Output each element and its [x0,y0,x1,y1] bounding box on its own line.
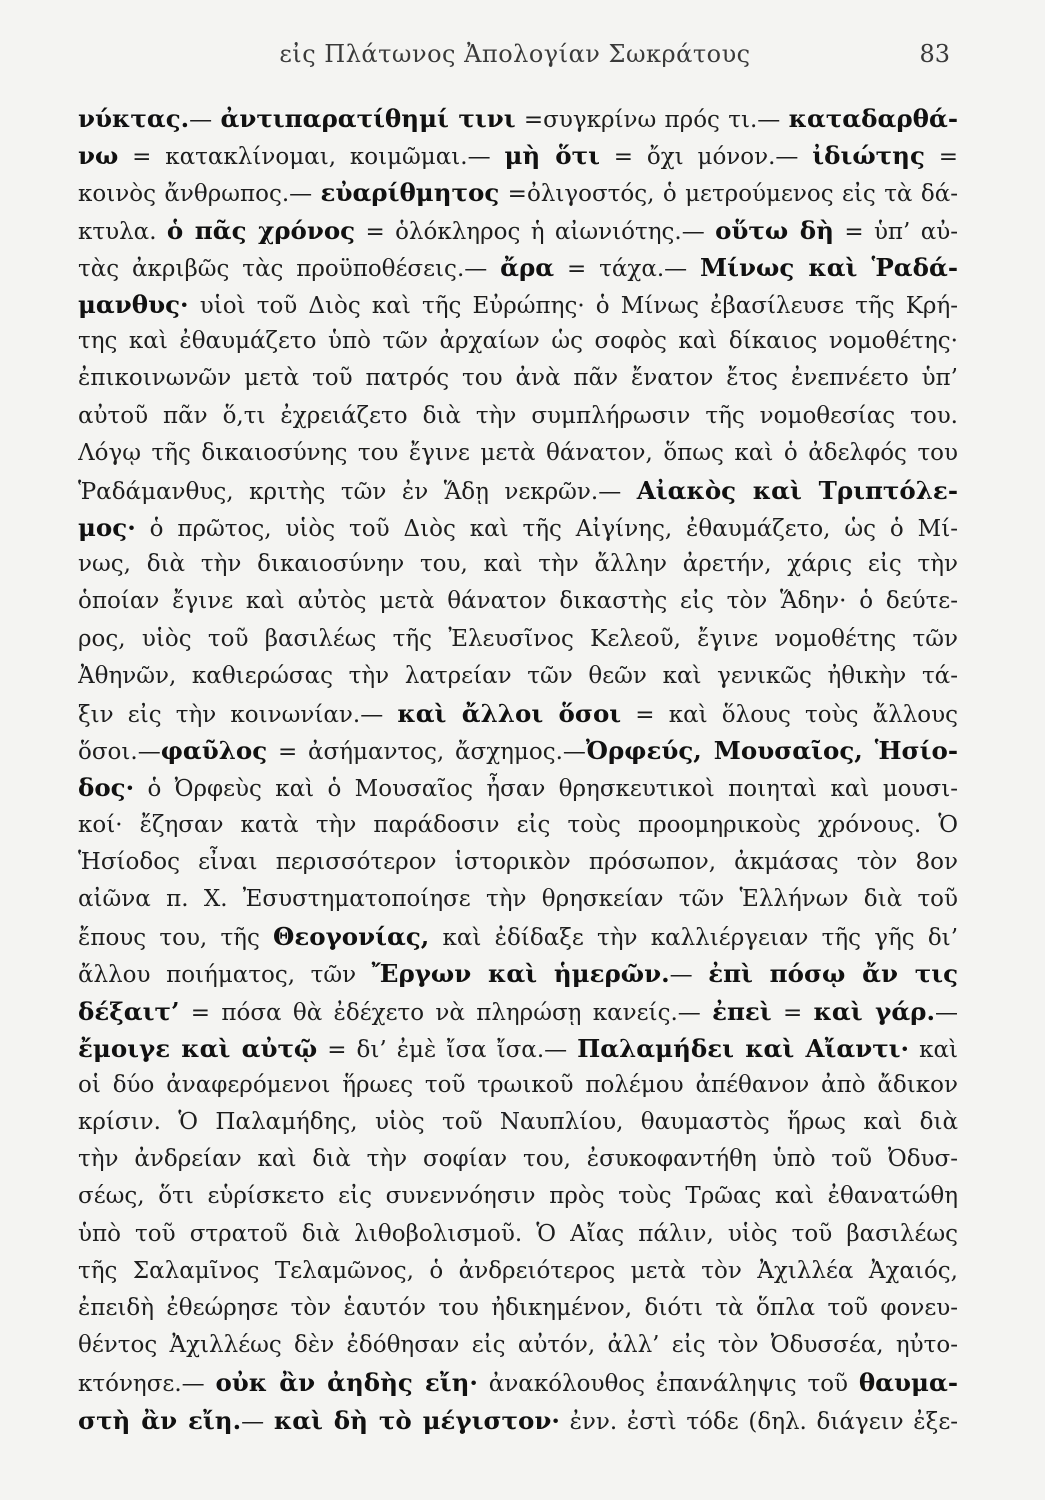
lemma-bold: μὴ ὅτι [504,141,600,171]
lemma-bold: οὕτω δὴ [715,215,834,245]
lemma-bold: νω [78,141,119,171]
gloss-text: ἐνν. ἐστὶ τόδε (δηλ. διάγειν ἐξε- [559,1408,958,1435]
gloss-text: Ἀθηνῶν, καθιερώσας τὴν λατρείαν τῶν θεῶν καὶ γενικῶς ἠθικὴν τά- [78,662,958,689]
lemma-bold: νύκτας. [78,104,190,133]
text-line [78,769,958,806]
gloss-text: — [935,999,958,1026]
text-line [78,323,958,360]
gloss-text: κοί· ἔζησαν κατὰ τὴν παράδοσιν εἰς τοὺς προομηρικοὺς χρόνους. Ὁ [78,811,958,838]
lemma-bold: ἄρα [500,252,555,282]
gloss-text: ἔπους του, τῆς [78,925,274,952]
lemma-bold: ἐπὶ πόσῳ ἄν τις [708,959,958,989]
gloss-text: της καὶ ἐθαυμάζετο ὑπὸ τῶν ἀρχαίων ὡς σοφὸς καὶ δίκαιος νομοθέτης· [78,328,958,355]
gloss-text: = ὁλόκληρος ἡ αἰωνιότης.— [355,218,716,245]
gloss-text: ἀνακόλουθος ἐπανάληψις τοῦ [477,1371,859,1398]
gloss-text: ἐπειδὴ ἐθεώρησε τὸν ἑαυτόν του ἠδικημένον, διότι τὰ ὅπλα τοῦ φονευ- [78,1295,958,1321]
lemma-bold: ἔμοιγε καὶ αὐτῷ [78,1033,318,1063]
gloss-text: τὰς ἀκριβῶς τὰς προϋποθέσεις.— [78,255,501,282]
gloss-text: ὁ Ὀρφεὺς καὶ ὁ Μουσαῖος ἦσαν θρησκευτικοὶ ποιηταὶ καὶ μουσι- [134,776,958,803]
text-line [78,1216,958,1253]
gloss-text: κτόνησε.— [78,1371,216,1398]
gloss-text: = κατακλίνομαι, κοιμῶμαι.— [118,144,505,171]
lemma-bold: μανθυς· [78,289,189,319]
gloss-text: κρίσιν. Ὁ Παλαμήδης, υἱὸς τοῦ Ναυπλίου, θαυμαστὸς ἥρως καὶ διὰ [78,1109,958,1136]
text-line [78,137,958,174]
text-line [78,918,958,955]
text-line [78,695,958,732]
gloss-text: =ὀλιγοστός, ὁ μετρούμενος εἰς τὰ δά- [499,181,958,208]
lemma-bold: Μίνως καὶ Ῥαδά- [700,252,958,282]
lemma-bold: Παλαμήδει καὶ Αἴαντι· [577,1033,910,1063]
gloss-text: τὴν ἀνδρείαν καὶ διὰ τὴν σοφίαν του, ἐσυκοφαντήθη ὑπὸ τοῦ Ὀδυσ- [78,1146,958,1173]
gloss-text: οἱ δύο ἀναφερόμενοι ἥρωες τοῦ τρωικοῦ πολέμου ἀπέθανον ἀπὸ ἄδικον [78,1071,958,1098]
text-line [78,881,958,918]
text-line [78,1178,958,1215]
text-line [78,1364,958,1401]
gloss-text: σέως, ὅτι εὑρίσκετο εἰς συνεννόησιν πρὸς τοὺς Τρῶας καὶ ἐθανατώθη [78,1183,958,1210]
text-line [78,1253,958,1290]
gloss-text: ξιν εἰς τὴν κοινωνίαν.— [78,702,398,728]
lemma-bold: δέξαιτ’ [78,996,180,1026]
gloss-text: = τάχα.— [554,255,701,282]
text-line [78,807,958,844]
text-line [78,1104,958,1141]
text-line [78,546,958,583]
lemma-bold: εὐαρίθμητος [320,178,500,208]
gloss-text: νως, διὰ τὴν δικαιοσύνην του, καὶ τὴν ἄλλην ἀρετήν, χάρις εἰς τὴν [78,551,958,578]
lemma-bold: οὐκ ἂν ἀηδὴς εἴη· [215,1368,478,1398]
text-line [78,993,958,1030]
text-line [78,621,958,658]
gloss-text: — [669,962,709,989]
gloss-text: θέντος Ἀχιλλέως δὲν ἐδόθησαν εἰς αὐτόν, ἀλλ’ εἰς τὸν Ὀδυσσέα, ηὐτο- [78,1332,958,1359]
gloss-text: =συγκρίνω πρός τι.— [515,107,789,133]
gloss-text: — [189,107,221,133]
gloss-text: Ἡσίοδος εἶναι περισσότερον ἱστορικὸν πρόσωπον, ἀκμάσας τὸν 8ον [78,848,958,875]
text-line [78,732,958,769]
gloss-text: = ὑπ’ αὐ- [833,218,958,245]
text-line [78,1327,958,1364]
lemma-bold: μος· [78,513,136,543]
lemma-bold: ἰδιώτης [812,141,925,171]
lemma-bold: Ἔργων καὶ ἡμερῶν. [371,959,670,989]
lemma-bold: δος· [78,773,135,803]
text-line [78,1141,958,1178]
gloss-text: = καὶ ὅλους τοὺς ἄλλους [621,702,958,728]
text-line [78,658,958,695]
gloss-text: αὐτοῦ πᾶν ὅ,τι ἐχρειάζετο διὰ τὴν συμπλήρωσιν τῆς νομοθεσίας του. [78,402,958,429]
text-line [78,472,958,509]
text-line [78,398,958,435]
gloss-text: τῆς Σαλαμῖνος Τελαμῶνος, ὁ ἀνδρειότερος μετὰ τὸν Ἀχιλλέα Ἀχαιός, [78,1257,958,1284]
text-line [78,100,958,137]
gloss-text: ὁποίαν ἔγινε καὶ αὐτὸς μετὰ θάνατον δικαστὴς εἰς τὸν Ἅδην· ὁ δεύτε- [78,588,958,615]
gloss-text: = ἀσήμαντος, ἄσχημος.— [267,739,586,766]
text-line [78,249,958,286]
gloss-text: Λόγῳ τῆς δικαιοσύνης του ἔγινε μετὰ θάνατον, ὅπως καὶ ὁ ἀδελφός του [78,439,958,466]
text-line [78,844,958,881]
gloss-text: ὁ πρῶτος, υἱὸς τοῦ Διὸς καὶ τῆς Αἰγίνης, ἐθαυμάζετο, ὡς ὁ Μί- [135,516,958,543]
lemma-bold: καὶ ἄλλοι ὅσοι [397,699,622,728]
lemma-bold: φαῦλος [160,736,268,766]
text-line [78,286,958,323]
text-line [78,1290,958,1327]
gloss-text: υἱοὶ τοῦ Διὸς καὶ τῆς Εὐρώπης· ὁ Μίνως ἐβασίλευσε τῆς Κρή- [188,292,958,319]
text-line [78,1402,958,1439]
gloss-text: = [924,144,958,171]
running-title: εἰς Πλάτωνος Ἀπολογίαν Σωκράτους [279,40,751,68]
gloss-text: αἰῶνα π. Χ. Ἐσυστηματοποίησε τὴν θρησκείαν τῶν Ἑλλήνων διὰ τοῦ [78,885,958,912]
lemma-bold: θαυμα- [858,1368,958,1398]
text-line [78,212,958,249]
gloss-text: ὑπὸ τοῦ στρατοῦ διὰ λιθοβολισμοῦ. Ὁ Αἴας πάλιν, υἱὸς τοῦ βασιλέως [78,1220,958,1247]
gloss-text: = [771,999,814,1026]
text-line [78,435,958,472]
gloss-text: Ῥαδάμανθυς, κριτὴς τῶν ἐν Ἅδῃ νεκρῶν.— [78,478,637,505]
lemma-bold: Θεογονίας, [273,922,430,952]
text-line [78,360,958,397]
text-line [78,174,958,211]
gloss-text: ἐπικοινωνῶν μετὰ τοῦ πατρός του ἀνὰ πᾶν ἔνατον ἔτος ἐνεπνέετο ὑπ’ [78,365,958,392]
gloss-text: κοινὸς ἄνθρωπος.— [78,181,321,208]
page-header [80,40,950,90]
lemma-bold: ὁ πᾶς χρόνος [166,215,356,245]
lemma-bold: Ὀρφεύς, Μουσαῖος, Ἡσίο- [585,736,958,766]
text-line [78,1067,958,1104]
gloss-text: = πόσα θὰ ἐδέχετο νὰ πληρώσῃ κανείς.— [179,999,713,1026]
lemma-bold: Αἰακὸς καὶ Τριπτόλε- [636,475,958,505]
lemma-bold: καὶ δὴ τὸ μέγιστον· [273,1405,560,1435]
lemma-bold: καταδαρθά- [788,104,958,133]
gloss-text: = δι’ ἐμὲ ἴσα ἴσα.— [317,1036,578,1063]
lemma-bold: στὴ ἂν εἴη. [78,1405,242,1435]
gloss-text: — [241,1408,274,1435]
lemma-bold: καὶ γάρ. [813,996,935,1026]
gloss-text: = ὄχι μόνον.— [599,144,813,171]
text-line [78,509,958,546]
text-line [78,583,958,620]
gloss-text: καὶ ἐδίδαξε τὴν καλλιέργειαν τῆς γῆς δι’ [429,925,958,952]
text-line [78,955,958,992]
text-line [78,1030,958,1067]
page-number: 83 [919,40,950,68]
lemma-bold: ἀντιπαρατίθημί τινι [220,104,516,133]
commentary-text [78,100,958,1439]
gloss-text: κτυλα. [78,218,167,245]
gloss-text: ρος, υἱὸς τοῦ βασιλέως τῆς Ἐλευσῖνος Κελεοῦ, ἔγινε νομοθέτης τῶν [78,625,958,652]
gloss-text: ὅσοι.— [78,739,161,766]
gloss-text: ἄλλου ποιήματος, τῶν [78,962,372,989]
gloss-text: καὶ [909,1036,958,1063]
lemma-bold: ἐπεὶ [712,996,772,1026]
